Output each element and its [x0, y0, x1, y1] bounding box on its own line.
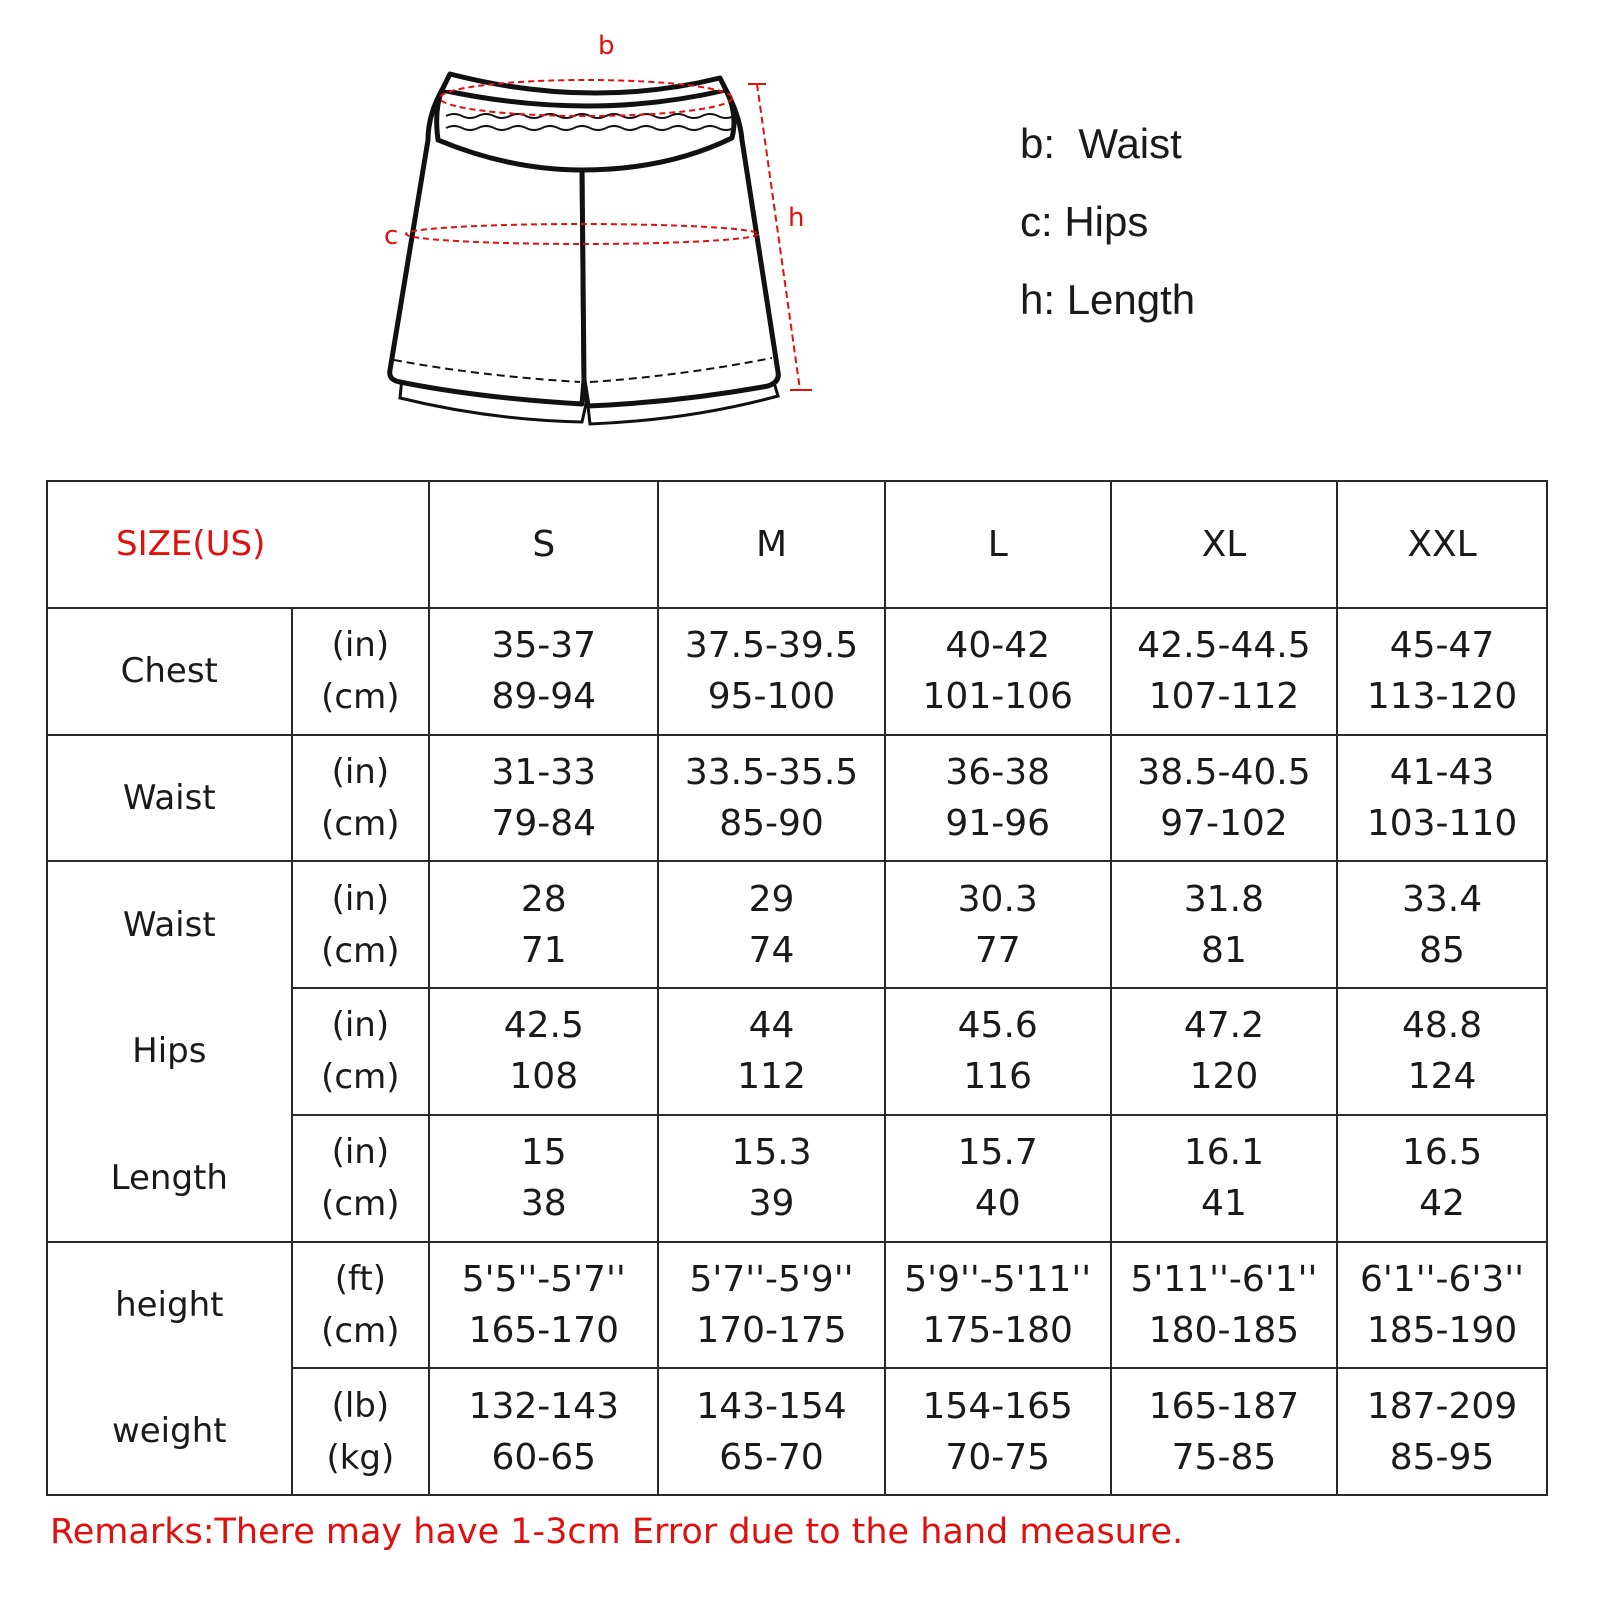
table-row	[47, 1368, 1547, 1495]
size-header: L	[885, 481, 1111, 608]
legend-waist: b: Waist	[1020, 120, 1182, 167]
marker-c: c	[384, 221, 399, 251]
table-cell: 31.8 81	[1111, 861, 1337, 988]
table-cell: 29 74	[658, 861, 884, 988]
table-cell: 154-165 70-75	[885, 1368, 1111, 1495]
row-label: Chest	[47, 608, 292, 735]
row-label: Hips	[47, 988, 292, 1115]
row-label: height	[47, 1242, 292, 1369]
row-units: (in) (cm)	[292, 861, 430, 988]
legend-hips: c: Hips	[1020, 198, 1149, 245]
table-cell: 33.5-35.5 85-90	[658, 735, 884, 862]
shorts-illustration	[370, 20, 850, 440]
table-cell: 15 38	[429, 1115, 658, 1242]
table-cell: 187-209 85-95	[1337, 1368, 1547, 1495]
row-label: Waist	[47, 861, 292, 988]
table-cell: 165-187 75-85	[1111, 1368, 1337, 1495]
table-row	[47, 861, 1547, 988]
table-cell: 31-33 79-84	[429, 735, 658, 862]
row-label: weight	[47, 1368, 292, 1495]
table-cell: 35-37 89-94	[429, 608, 658, 735]
table-row	[47, 988, 1547, 1115]
table-row	[47, 608, 1547, 735]
marker-b: b	[598, 31, 615, 61]
table-row	[47, 1242, 1547, 1369]
table-cell: 45-47 113-120	[1337, 608, 1547, 735]
table-cell: 45.6 116	[885, 988, 1111, 1115]
row-units: (in) (cm)	[292, 608, 430, 735]
table-cell: 41-43 103-110	[1337, 735, 1547, 862]
table-cell: 15.3 39	[658, 1115, 884, 1242]
table-cell: 5'7''-5'9'' 170-175	[658, 1242, 884, 1369]
row-units: (ft) (cm)	[292, 1242, 430, 1369]
table-cell: 5'11''-6'1'' 180-185	[1111, 1242, 1337, 1369]
row-units: (in) (cm)	[292, 735, 430, 862]
table-header-row	[47, 481, 1547, 608]
table-cell: 40-42 101-106	[885, 608, 1111, 735]
row-label: Length	[47, 1115, 292, 1242]
row-units: (in) (cm)	[292, 988, 430, 1115]
table-cell: 16.1 41	[1111, 1115, 1337, 1242]
measurement-legend	[1020, 115, 1195, 349]
table-cell: 38.5-40.5 97-102	[1111, 735, 1337, 862]
table-cell: 33.4 85	[1337, 861, 1547, 988]
table-cell: 37.5-39.5 95-100	[658, 608, 884, 735]
table-cell: 15.7 40	[885, 1115, 1111, 1242]
table-cell: 42.5-44.5 107-112	[1111, 608, 1337, 735]
size-header: XL	[1111, 481, 1337, 608]
size-header: S	[429, 481, 658, 608]
table-cell: 36-38 91-96	[885, 735, 1111, 862]
table-cell: 44 112	[658, 988, 884, 1115]
row-label: Waist	[47, 735, 292, 862]
remarks-note: Remarks:There may have 1-3cm Error due to the hand measure.	[50, 1512, 1184, 1552]
size-header: XXL	[1337, 481, 1547, 608]
table-row	[47, 735, 1547, 862]
size-title: SIZE(US)	[47, 481, 429, 608]
table-cell: 6'1''-6'3'' 185-190	[1337, 1242, 1547, 1369]
legend-length: h: Length	[1020, 276, 1196, 323]
size-chart-table	[46, 480, 1548, 1496]
table-cell: 47.2 120	[1111, 988, 1337, 1115]
shorts-diagram	[370, 20, 850, 440]
table-cell: 48.8 124	[1337, 988, 1547, 1115]
table-cell: 5'5''-5'7'' 165-170	[429, 1242, 658, 1369]
row-units: (in) (cm)	[292, 1115, 430, 1242]
size-header: M	[658, 481, 884, 608]
table-row	[47, 1115, 1547, 1242]
table-cell: 16.5 42	[1337, 1115, 1547, 1242]
table-cell: 28 71	[429, 861, 658, 988]
table-cell: 30.3 77	[885, 861, 1111, 988]
table-cell: 143-154 65-70	[658, 1368, 884, 1495]
table-cell: 132-143 60-65	[429, 1368, 658, 1495]
table-cell: 42.5 108	[429, 988, 658, 1115]
marker-h: h	[788, 203, 805, 233]
table-cell: 5'9''-5'11'' 175-180	[885, 1242, 1111, 1369]
row-units: (lb) (kg)	[292, 1368, 430, 1495]
